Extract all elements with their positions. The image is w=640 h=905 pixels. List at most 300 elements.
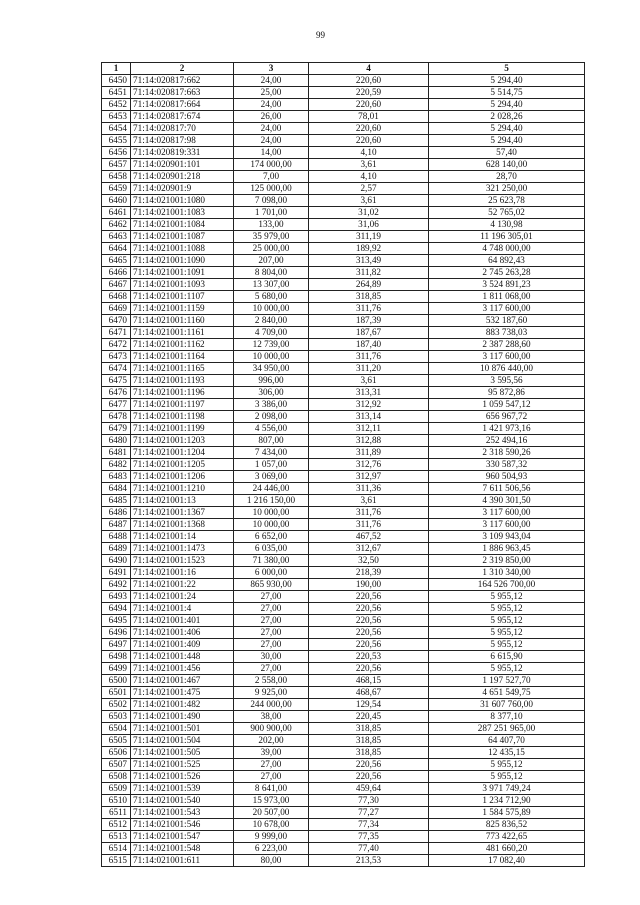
row-number-cell: 6477 <box>102 399 131 411</box>
table-row <box>102 687 585 699</box>
row-number-cell: 6512 <box>102 819 131 831</box>
row-number-cell: 6488 <box>102 531 131 543</box>
table-row <box>102 819 585 831</box>
cadastral-number-cell: 71:14:021001:16 <box>131 567 234 579</box>
cadastral-number-cell: 71:14:021001:1088 <box>131 243 234 255</box>
table-row <box>102 423 585 435</box>
value-cell: 10 876 440,00 <box>429 363 585 375</box>
cadastral-number-cell: 71:14:021001:1162 <box>131 339 234 351</box>
value-cell: 3 595,56 <box>429 375 585 387</box>
value-cell: 5 955,12 <box>429 627 585 639</box>
rate-cell: 3,61 <box>309 495 429 507</box>
cadastral-number-cell: 71:14:021001:525 <box>131 759 234 771</box>
value-cell: 3 117 600,00 <box>429 507 585 519</box>
row-number-cell: 6505 <box>102 735 131 747</box>
row-number-cell: 6498 <box>102 651 131 663</box>
value-cell: 5 955,12 <box>429 615 585 627</box>
value-cell: 330 587,32 <box>429 459 585 471</box>
rate-cell: 77,35 <box>309 831 429 843</box>
row-number-cell: 6494 <box>102 603 131 615</box>
value-cell: 64 892,43 <box>429 255 585 267</box>
table-row <box>102 207 585 219</box>
table-row <box>102 291 585 303</box>
table-row <box>102 399 585 411</box>
area-cell: 10 000,00 <box>234 507 309 519</box>
row-number-cell: 6489 <box>102 543 131 555</box>
area-cell: 996,00 <box>234 375 309 387</box>
table-row <box>102 111 585 123</box>
value-cell: 1 421 973,16 <box>429 423 585 435</box>
area-cell: 24,00 <box>234 123 309 135</box>
cadastral-number-cell: 71:14:020817:664 <box>131 99 234 111</box>
value-cell: 1 811 068,00 <box>429 291 585 303</box>
area-cell: 9 999,00 <box>234 831 309 843</box>
cadastral-number-cell: 71:14:021001:611 <box>131 855 234 867</box>
row-number-cell: 6481 <box>102 447 131 459</box>
value-cell: 2 387 288,60 <box>429 339 585 351</box>
area-cell: 10 678,00 <box>234 819 309 831</box>
cadastral-number-cell: 71:14:020901:9 <box>131 183 234 195</box>
value-cell: 1 197 527,70 <box>429 675 585 687</box>
value-cell: 5 955,12 <box>429 603 585 615</box>
cadastral-number-cell: 71:14:021001:1197 <box>131 399 234 411</box>
value-cell: 95 872,86 <box>429 387 585 399</box>
cadastral-number-cell: 71:14:021001:548 <box>131 843 234 855</box>
area-cell: 27,00 <box>234 615 309 627</box>
value-cell: 6 615,90 <box>429 651 585 663</box>
cadastral-number-cell: 71:14:021001:504 <box>131 735 234 747</box>
rate-cell: 312,67 <box>309 543 429 555</box>
table-row <box>102 231 585 243</box>
rate-cell: 187,40 <box>309 339 429 351</box>
cadastral-number-cell: 71:14:021001:1203 <box>131 435 234 447</box>
area-cell: 244 000,00 <box>234 699 309 711</box>
row-number-cell: 6459 <box>102 183 131 195</box>
rate-cell: 318,85 <box>309 747 429 759</box>
area-cell: 10 000,00 <box>234 519 309 531</box>
cadastral-number-cell: 71:14:020817:70 <box>131 123 234 135</box>
area-cell: 865 930,00 <box>234 579 309 591</box>
table-row <box>102 519 585 531</box>
area-cell: 1 216 150,00 <box>234 495 309 507</box>
area-cell: 7,00 <box>234 171 309 183</box>
rate-cell: 187,67 <box>309 327 429 339</box>
value-cell: 481 660,20 <box>429 843 585 855</box>
table-row <box>102 543 585 555</box>
rate-cell: 129,54 <box>309 699 429 711</box>
value-cell: 5 514,75 <box>429 87 585 99</box>
cadastral-number-cell: 71:14:021001:1473 <box>131 543 234 555</box>
table-row <box>102 123 585 135</box>
table-row <box>102 267 585 279</box>
row-number-cell: 6506 <box>102 747 131 759</box>
cadastral-number-cell: 71:14:021001:501 <box>131 723 234 735</box>
table-row <box>102 603 585 615</box>
rate-cell: 187,39 <box>309 315 429 327</box>
row-number-cell: 6484 <box>102 483 131 495</box>
area-cell: 6 000,00 <box>234 567 309 579</box>
rate-cell: 213,53 <box>309 855 429 867</box>
table-row <box>102 483 585 495</box>
area-cell: 12 739,00 <box>234 339 309 351</box>
cadastral-number-cell: 71:14:021001:475 <box>131 687 234 699</box>
row-number-cell: 6480 <box>102 435 131 447</box>
rate-cell: 218,39 <box>309 567 429 579</box>
area-cell: 807,00 <box>234 435 309 447</box>
table-row <box>102 363 585 375</box>
rate-cell: 77,27 <box>309 807 429 819</box>
cadastral-number-cell: 71:14:021001:1367 <box>131 507 234 519</box>
table-row <box>102 723 585 735</box>
value-cell: 773 422,65 <box>429 831 585 843</box>
cadastral-number-cell: 71:14:021001:22 <box>131 579 234 591</box>
cadastral-number-cell: 71:14:021001:547 <box>131 831 234 843</box>
area-cell: 71 380,00 <box>234 555 309 567</box>
table-row <box>102 195 585 207</box>
row-number-cell: 6461 <box>102 207 131 219</box>
value-cell: 28,70 <box>429 171 585 183</box>
area-cell: 8 641,00 <box>234 783 309 795</box>
rate-cell: 31,06 <box>309 219 429 231</box>
row-number-cell: 6478 <box>102 411 131 423</box>
rate-cell: 220,60 <box>309 135 429 147</box>
value-cell: 2 319 850,00 <box>429 555 585 567</box>
area-cell: 24,00 <box>234 135 309 147</box>
cadastral-number-cell: 71:14:021001:1087 <box>131 231 234 243</box>
area-cell: 207,00 <box>234 255 309 267</box>
cadastral-number-cell: 71:14:021001:1091 <box>131 267 234 279</box>
row-number-cell: 6475 <box>102 375 131 387</box>
row-number-cell: 6468 <box>102 291 131 303</box>
area-cell: 900 900,00 <box>234 723 309 735</box>
row-number-cell: 6495 <box>102 615 131 627</box>
row-number-cell: 6482 <box>102 459 131 471</box>
table-row <box>102 279 585 291</box>
area-cell: 1 701,00 <box>234 207 309 219</box>
table-row <box>102 807 585 819</box>
area-cell: 2 098,00 <box>234 411 309 423</box>
row-number-cell: 6514 <box>102 843 131 855</box>
value-cell: 5 294,40 <box>429 99 585 111</box>
table-row <box>102 375 585 387</box>
area-cell: 15 973,00 <box>234 795 309 807</box>
value-cell: 5 294,40 <box>429 135 585 147</box>
table-row <box>102 759 585 771</box>
area-cell: 5 680,00 <box>234 291 309 303</box>
value-cell: 3 524 891,23 <box>429 279 585 291</box>
cadastral-number-cell: 71:14:021001:4 <box>131 603 234 615</box>
rate-cell: 311,20 <box>309 363 429 375</box>
cadastral-number-cell: 71:14:021001:448 <box>131 651 234 663</box>
value-cell: 52 765,02 <box>429 207 585 219</box>
rate-cell: 32,50 <box>309 555 429 567</box>
value-cell: 25 623,78 <box>429 195 585 207</box>
area-cell: 38,00 <box>234 711 309 723</box>
table-row <box>102 471 585 483</box>
table-row <box>102 495 585 507</box>
row-number-cell: 6472 <box>102 339 131 351</box>
value-cell: 164 526 700,00 <box>429 579 585 591</box>
row-number-cell: 6492 <box>102 579 131 591</box>
row-number-cell: 6476 <box>102 387 131 399</box>
cadastral-number-cell: 71:14:020901:218 <box>131 171 234 183</box>
rate-cell: 318,85 <box>309 723 429 735</box>
area-cell: 10 000,00 <box>234 303 309 315</box>
rate-cell: 311,36 <box>309 483 429 495</box>
table-row <box>102 339 585 351</box>
table-row <box>102 351 585 363</box>
rate-cell: 220,56 <box>309 603 429 615</box>
rate-cell: 77,34 <box>309 819 429 831</box>
value-cell: 656 967,72 <box>429 411 585 423</box>
value-cell: 5 294,40 <box>429 75 585 87</box>
value-cell: 8 377,10 <box>429 711 585 723</box>
area-cell: 27,00 <box>234 603 309 615</box>
area-cell: 13 307,00 <box>234 279 309 291</box>
rate-cell: 311,82 <box>309 267 429 279</box>
cadastral-number-cell: 71:14:020817:674 <box>131 111 234 123</box>
row-number-cell: 6496 <box>102 627 131 639</box>
cadastral-number-cell: 71:14:021001:1107 <box>131 291 234 303</box>
rate-cell: 220,60 <box>309 99 429 111</box>
row-number-cell: 6487 <box>102 519 131 531</box>
rate-cell: 78,01 <box>309 111 429 123</box>
cadastral-number-cell: 71:14:021001:482 <box>131 699 234 711</box>
value-cell: 11 196 305,01 <box>429 231 585 243</box>
area-cell: 202,00 <box>234 735 309 747</box>
value-cell: 3 117 600,00 <box>429 519 585 531</box>
row-number-cell: 6479 <box>102 423 131 435</box>
page-number: 99 <box>316 30 325 40</box>
rate-cell: 3,61 <box>309 159 429 171</box>
area-cell: 306,00 <box>234 387 309 399</box>
value-cell: 1 584 575,89 <box>429 807 585 819</box>
area-cell: 80,00 <box>234 855 309 867</box>
row-number-cell: 6453 <box>102 111 131 123</box>
cadastral-number-cell: 71:14:021001:1204 <box>131 447 234 459</box>
table-row <box>102 435 585 447</box>
value-cell: 321 250,00 <box>429 183 585 195</box>
cadastral-number-cell: 71:14:020819:331 <box>131 147 234 159</box>
row-number-cell: 6460 <box>102 195 131 207</box>
row-number-cell: 6507 <box>102 759 131 771</box>
table-row <box>102 159 585 171</box>
row-number-cell: 6454 <box>102 123 131 135</box>
area-cell: 2 558,00 <box>234 675 309 687</box>
value-cell: 3 109 943,04 <box>429 531 585 543</box>
rate-cell: 3,61 <box>309 375 429 387</box>
value-cell: 4 748 000,00 <box>429 243 585 255</box>
cadastral-number-cell: 71:14:021001:1083 <box>131 207 234 219</box>
cadastral-number-cell: 71:14:021001:1205 <box>131 459 234 471</box>
table-row <box>102 783 585 795</box>
row-number-cell: 6502 <box>102 699 131 711</box>
rate-cell: 313,31 <box>309 387 429 399</box>
area-cell: 35 979,00 <box>234 231 309 243</box>
table-row <box>102 303 585 315</box>
rate-cell: 313,49 <box>309 255 429 267</box>
row-number-cell: 6471 <box>102 327 131 339</box>
table-row <box>102 327 585 339</box>
cadastral-number-cell: 71:14:021001:14 <box>131 531 234 543</box>
cadastral-number-cell: 71:14:021001:1161 <box>131 327 234 339</box>
rate-cell: 220,53 <box>309 651 429 663</box>
row-number-cell: 6469 <box>102 303 131 315</box>
rate-cell: 31,02 <box>309 207 429 219</box>
rate-cell: 312,76 <box>309 459 429 471</box>
rate-cell: 313,14 <box>309 411 429 423</box>
value-cell: 7 611 506,56 <box>429 483 585 495</box>
value-cell: 883 738,03 <box>429 327 585 339</box>
table-row <box>102 411 585 423</box>
table-row <box>102 639 585 651</box>
cadastral-number-cell: 71:14:021001:1198 <box>131 411 234 423</box>
rate-cell: 312,92 <box>309 399 429 411</box>
rate-cell: 220,56 <box>309 627 429 639</box>
rate-cell: 467,52 <box>309 531 429 543</box>
table-row <box>102 147 585 159</box>
value-cell: 5 294,40 <box>429 123 585 135</box>
rate-cell: 311,76 <box>309 351 429 363</box>
row-number-cell: 6464 <box>102 243 131 255</box>
table-row <box>102 387 585 399</box>
value-cell: 2 745 263,28 <box>429 267 585 279</box>
column-header-3: 3 <box>234 63 309 75</box>
row-number-cell: 6509 <box>102 783 131 795</box>
rate-cell: 312,97 <box>309 471 429 483</box>
area-cell: 10 000,00 <box>234 351 309 363</box>
rate-cell: 312,88 <box>309 435 429 447</box>
row-number-cell: 6499 <box>102 663 131 675</box>
value-cell: 287 251 965,00 <box>429 723 585 735</box>
area-cell: 8 804,00 <box>234 267 309 279</box>
row-number-cell: 6450 <box>102 75 131 87</box>
table-row <box>102 831 585 843</box>
table-row <box>102 87 585 99</box>
value-cell: 252 494,16 <box>429 435 585 447</box>
table-row <box>102 555 585 567</box>
table-row <box>102 507 585 519</box>
value-cell: 4 651 549,75 <box>429 687 585 699</box>
table-body <box>102 75 585 867</box>
value-cell: 31 607 760,00 <box>429 699 585 711</box>
rate-cell: 311,76 <box>309 519 429 531</box>
area-cell: 25 000,00 <box>234 243 309 255</box>
table-row <box>102 183 585 195</box>
area-cell: 34 950,00 <box>234 363 309 375</box>
row-number-cell: 6466 <box>102 267 131 279</box>
rate-cell: 220,56 <box>309 771 429 783</box>
area-cell: 1 057,00 <box>234 459 309 471</box>
table-row <box>102 663 585 675</box>
value-cell: 960 504,93 <box>429 471 585 483</box>
rate-cell: 318,85 <box>309 735 429 747</box>
table-row <box>102 171 585 183</box>
value-cell: 2 318 590,26 <box>429 447 585 459</box>
area-cell: 25,00 <box>234 87 309 99</box>
cadastral-number-cell: 71:14:021001:505 <box>131 747 234 759</box>
cadastral-number-cell: 71:14:021001:490 <box>131 711 234 723</box>
area-cell: 6 652,00 <box>234 531 309 543</box>
row-number-cell: 6501 <box>102 687 131 699</box>
cadastral-number-cell: 71:14:021001:539 <box>131 783 234 795</box>
table-row <box>102 135 585 147</box>
table-row <box>102 795 585 807</box>
row-number-cell: 6515 <box>102 855 131 867</box>
cadastral-number-cell: 71:14:021001:1199 <box>131 423 234 435</box>
area-cell: 174 000,00 <box>234 159 309 171</box>
cadastral-number-cell: 71:14:021001:24 <box>131 591 234 603</box>
table-row <box>102 627 585 639</box>
rate-cell: 220,56 <box>309 663 429 675</box>
value-cell: 5 955,12 <box>429 663 585 675</box>
rate-cell: 220,56 <box>309 615 429 627</box>
row-number-cell: 6504 <box>102 723 131 735</box>
cadastral-number-cell: 71:14:021001:1080 <box>131 195 234 207</box>
cadastral-number-cell: 71:14:021001:467 <box>131 675 234 687</box>
value-cell: 825 836,52 <box>429 819 585 831</box>
cadastral-number-cell: 71:14:021001:456 <box>131 663 234 675</box>
value-cell: 532 187,60 <box>429 315 585 327</box>
table-row <box>102 615 585 627</box>
cadastral-number-cell: 71:14:021001:1093 <box>131 279 234 291</box>
area-cell: 27,00 <box>234 771 309 783</box>
rate-cell: 318,85 <box>309 291 429 303</box>
value-cell: 3 117 600,00 <box>429 303 585 315</box>
rate-cell: 311,76 <box>309 303 429 315</box>
area-cell: 7 098,00 <box>234 195 309 207</box>
row-number-cell: 6455 <box>102 135 131 147</box>
value-cell: 57,40 <box>429 147 585 159</box>
area-cell: 27,00 <box>234 591 309 603</box>
value-cell: 64 407,70 <box>429 735 585 747</box>
table-row <box>102 699 585 711</box>
row-number-cell: 6470 <box>102 315 131 327</box>
table-row <box>102 255 585 267</box>
value-cell: 5 955,12 <box>429 771 585 783</box>
area-cell: 4 709,00 <box>234 327 309 339</box>
value-cell: 5 955,12 <box>429 639 585 651</box>
value-cell: 1 310 340,00 <box>429 567 585 579</box>
cadastral-number-cell: 71:14:021001:526 <box>131 771 234 783</box>
rate-cell: 190,00 <box>309 579 429 591</box>
cadastral-number-cell: 71:14:021001:546 <box>131 819 234 831</box>
area-cell: 14,00 <box>234 147 309 159</box>
rate-cell: 220,45 <box>309 711 429 723</box>
table-row <box>102 711 585 723</box>
area-cell: 27,00 <box>234 639 309 651</box>
area-cell: 6 223,00 <box>234 843 309 855</box>
cadastral-number-cell: 71:14:021001:1090 <box>131 255 234 267</box>
rate-cell: 77,30 <box>309 795 429 807</box>
area-cell: 39,00 <box>234 747 309 759</box>
value-cell: 1 059 547,12 <box>429 399 585 411</box>
cadastral-number-cell: 71:14:021001:1160 <box>131 315 234 327</box>
row-number-cell: 6473 <box>102 351 131 363</box>
row-number-cell: 6456 <box>102 147 131 159</box>
table-row <box>102 675 585 687</box>
cadastral-number-cell: 71:14:021001:13 <box>131 495 234 507</box>
rate-cell: 264,89 <box>309 279 429 291</box>
header-row <box>102 63 585 75</box>
area-cell: 9 925,00 <box>234 687 309 699</box>
value-cell: 2 028,26 <box>429 111 585 123</box>
row-number-cell: 6474 <box>102 363 131 375</box>
rate-cell: 220,60 <box>309 123 429 135</box>
table-row <box>102 855 585 867</box>
table-row <box>102 531 585 543</box>
row-number-cell: 6490 <box>102 555 131 567</box>
